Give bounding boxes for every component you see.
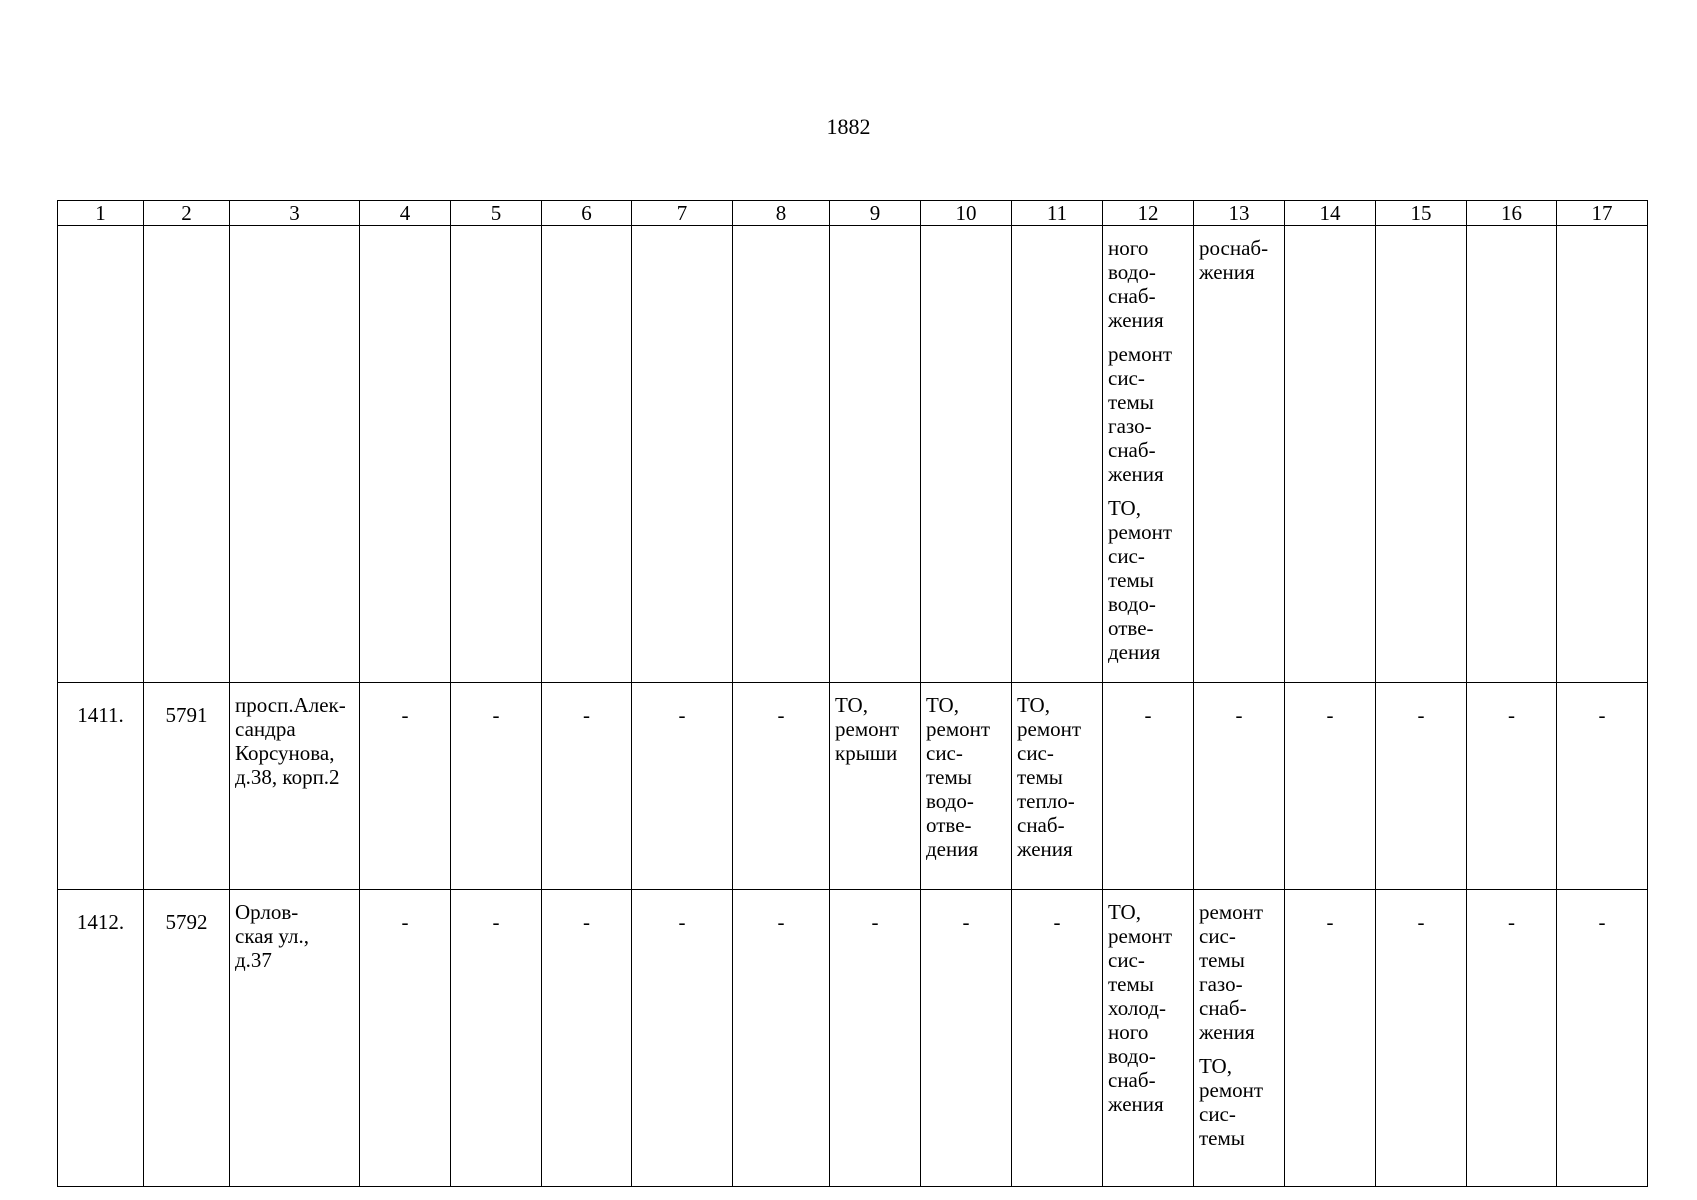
cell-text: ремонт сис- темы газо- снаб- жения	[1108, 342, 1173, 486]
column-header: 7	[632, 201, 733, 226]
table-header-row	[58, 201, 1648, 226]
page-number: 1882	[826, 114, 871, 139]
row-address: Орлов- ская ул., д.37	[230, 890, 360, 1187]
table-cell	[1194, 226, 1285, 683]
column-header: 1	[58, 201, 144, 226]
table-cell	[1103, 226, 1194, 683]
row-code: 5791	[144, 683, 230, 890]
table-cell: -	[921, 890, 1012, 1187]
row-address: просп.Алек- сандра Корсунова, д.38, корп.2	[230, 683, 360, 890]
cell-text: роснаб- жения	[1199, 236, 1269, 284]
table-cell: -	[1557, 890, 1648, 1187]
table-cell	[360, 226, 451, 683]
column-header: 5	[451, 201, 542, 226]
cell-text: ТО, ремонт сис- темы	[1199, 1054, 1264, 1150]
table-cell: -	[1467, 683, 1557, 890]
column-header: 8	[733, 201, 830, 226]
table-cell: -	[451, 683, 542, 890]
column-header: 11	[1012, 201, 1103, 226]
table-row	[58, 890, 1648, 1187]
table-cell	[1285, 226, 1376, 683]
table-cell: -	[451, 890, 542, 1187]
table-cell	[58, 226, 144, 683]
column-header: 2	[144, 201, 230, 226]
table-cell	[1557, 226, 1648, 683]
table-cell	[830, 226, 921, 683]
cell-text: ного водо- снаб- жения	[1108, 236, 1164, 332]
table-cell: -	[1467, 890, 1557, 1187]
table-cell: ТО, ремонт сис- темы холод- ного водо- снаб- жения	[1103, 890, 1194, 1187]
table-cell	[921, 226, 1012, 683]
table-cell: -	[733, 683, 830, 890]
table-cell: -	[632, 683, 733, 890]
table-cell: -	[1557, 683, 1648, 890]
column-header: 10	[921, 201, 1012, 226]
table-cell: ТО, ремонт сис- темы тепло- снаб- жения	[1012, 683, 1103, 890]
column-header: 13	[1194, 201, 1285, 226]
column-header: 6	[542, 201, 632, 226]
table-cell: -	[542, 683, 632, 890]
column-header: 9	[830, 201, 921, 226]
table-cell: ТО, ремонт крыши	[830, 683, 921, 890]
table-cell: -	[360, 890, 451, 1187]
row-number: 1412.	[58, 890, 144, 1187]
column-header: 3	[230, 201, 360, 226]
table-cell	[230, 226, 360, 683]
table-cell	[632, 226, 733, 683]
table-cell	[1012, 226, 1103, 683]
column-header: 14	[1285, 201, 1376, 226]
cell-text: ТО, ремонт сис- темы водо- отве- дения	[1108, 496, 1173, 664]
row-number: 1411.	[58, 683, 144, 890]
table-cell	[1376, 226, 1467, 683]
table-cell	[451, 226, 542, 683]
table-cell	[542, 226, 632, 683]
continuation-row	[58, 226, 1648, 683]
row-code: 5792	[144, 890, 230, 1187]
table-cell: -	[542, 890, 632, 1187]
table-cell: -	[1012, 890, 1103, 1187]
table-cell: -	[1376, 683, 1467, 890]
column-header: 4	[360, 201, 451, 226]
table-cell: -	[1285, 683, 1376, 890]
table-cell: ТО, ремонт сис- темы водо- отве- дения	[921, 683, 1012, 890]
table-cell: -	[1194, 683, 1285, 890]
works-table	[57, 200, 1648, 1187]
table-cell: -	[733, 890, 830, 1187]
table-cell	[144, 226, 230, 683]
table-cell: -	[1285, 890, 1376, 1187]
table-cell: -	[1376, 890, 1467, 1187]
table-cell: -	[632, 890, 733, 1187]
column-header: 17	[1557, 201, 1648, 226]
table-cell: -	[360, 683, 451, 890]
table-cell	[1194, 890, 1285, 1187]
table-row	[58, 683, 1648, 890]
table-cell: -	[830, 890, 921, 1187]
cell-text: ремонт сис- темы газо- снаб- жения	[1199, 900, 1264, 1044]
column-header: 12	[1103, 201, 1194, 226]
column-header: 16	[1467, 201, 1557, 226]
table-cell	[1467, 226, 1557, 683]
table-cell	[733, 226, 830, 683]
table-cell: -	[1103, 683, 1194, 890]
column-header: 15	[1376, 201, 1467, 226]
